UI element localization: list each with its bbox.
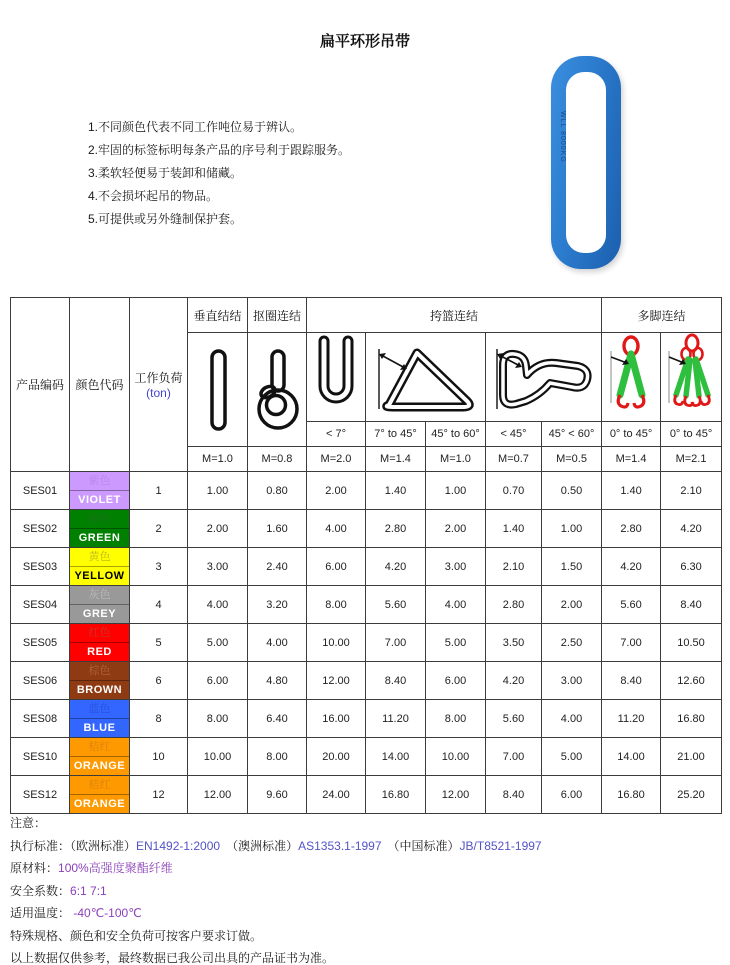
basket-vertical-icon: [307, 333, 366, 422]
load-value-cell: 21.00: [661, 738, 722, 776]
load-value-cell: 4.80: [248, 662, 307, 700]
sling-strap: [551, 56, 621, 269]
working-load-cell: 10: [130, 738, 188, 776]
working-load-cell: 1: [130, 472, 188, 510]
load-value-cell: 0.70: [486, 472, 542, 510]
product-photo-endless-sling: [551, 56, 621, 269]
standard-au: AS1353.1-1997: [298, 838, 382, 853]
angle-header: 45° to 60°: [426, 422, 486, 447]
angle-header: < 7°: [307, 422, 366, 447]
color-code-cell: [70, 548, 130, 586]
load-value-cell: 4.00: [542, 700, 602, 738]
load-value-cell: 5.60: [486, 700, 542, 738]
load-value-cell: 6.00: [307, 548, 366, 586]
four-leg-sling-icon: [661, 333, 722, 422]
product-code-cell: SES03: [11, 548, 70, 586]
load-value-cell: 25.20: [661, 776, 722, 814]
load-value-cell: 1.00: [188, 472, 248, 510]
load-value-cell: 1.00: [426, 472, 486, 510]
table-row: [11, 472, 722, 510]
color-name-en: BROWN: [76, 684, 123, 696]
mode-factor: M=1.4: [602, 447, 661, 472]
color-name-en: BLUE: [83, 722, 116, 734]
working-load-cell: 6: [130, 662, 188, 700]
table-row: [11, 510, 722, 548]
load-value-cell: 4.20: [602, 548, 661, 586]
sling-inner-gap: [566, 72, 606, 253]
load-value-cell: 3.00: [426, 548, 486, 586]
mode-factor: M=2.1: [661, 447, 722, 472]
temperature-label: 适用温度：: [10, 906, 71, 920]
load-value-cell: 5.00: [426, 624, 486, 662]
standard-cn: JB/T8521-1997: [459, 838, 542, 853]
product-code-cell: SES12: [11, 776, 70, 814]
color-code-cell: [70, 700, 130, 738]
color-name-en: VIOLET: [78, 494, 121, 506]
standards-mid2: （中国标准）: [381, 838, 460, 853]
note-disclaimer: 以上数据仅供参考，最终数据已我公司出具的产品证书为准。: [10, 951, 335, 965]
color-code-cell: [70, 510, 130, 548]
table-body: [11, 472, 722, 814]
mode-factor: M=0.7: [486, 447, 542, 472]
safety-value: 6:1 7:1: [70, 883, 107, 898]
load-value-cell: 8.00: [188, 700, 248, 738]
working-load-cell: 12: [130, 776, 188, 814]
product-code-cell: SES06: [11, 662, 70, 700]
header-multi-leg: 多脚连结: [602, 298, 722, 333]
load-value-cell: 1.60: [248, 510, 307, 548]
load-value-cell: 12.60: [661, 662, 722, 700]
load-value-cell: 9.60: [248, 776, 307, 814]
load-value-cell: 12.00: [307, 662, 366, 700]
load-value-cell: 6.40: [248, 700, 307, 738]
page-title: 扁平环形吊带: [319, 33, 410, 50]
working-load-label: 工作负荷: [134, 371, 183, 385]
note-attention: 注意：: [10, 816, 47, 830]
angle-header: 7° to 45°: [366, 422, 426, 447]
load-value-cell: 4.00: [188, 586, 248, 624]
color-name-cn: 蓝色: [88, 703, 111, 715]
load-value-cell: 1.40: [366, 472, 426, 510]
load-value-cell: 8.00: [307, 586, 366, 624]
load-value-cell: 2.80: [602, 510, 661, 548]
feature-item: 2.牢固的标签标明每条产品的序号利于跟踪服务。: [88, 143, 351, 157]
product-code-cell: SES05: [11, 624, 70, 662]
load-value-cell: 4.20: [486, 662, 542, 700]
angle-header: 0° to 45°: [602, 422, 661, 447]
table-row: [11, 700, 722, 738]
note-standards: [10, 835, 542, 858]
basket-triangle-icon: [366, 333, 486, 422]
working-load-cell: 2: [130, 510, 188, 548]
note-material: [10, 857, 542, 880]
mode-factor: M=0.8: [248, 447, 307, 472]
table-row: [11, 548, 722, 586]
load-value-cell: 8.00: [248, 738, 307, 776]
color-name-cn: 桔红: [88, 741, 111, 753]
load-value-cell: 8.40: [366, 662, 426, 700]
feature-item: 4.不会损坏起吊的物品。: [88, 189, 219, 203]
load-value-cell: 16.00: [307, 700, 366, 738]
color-name-cn: 黄色: [88, 551, 111, 563]
table-row: [11, 662, 722, 700]
basket-angled-icon: [486, 333, 602, 422]
load-value-cell: 2.00: [307, 472, 366, 510]
color-name-cn: 紫色: [88, 475, 111, 487]
load-value-cell: 2.00: [542, 586, 602, 624]
angle-header: < 45°: [486, 422, 542, 447]
load-value-cell: 3.00: [542, 662, 602, 700]
working-load-cell: 4: [130, 586, 188, 624]
feature-item: 5.可提供或另外缝制保护套。: [88, 212, 243, 226]
load-value-cell: 16.80: [661, 700, 722, 738]
note-safety-factor: [10, 880, 542, 903]
product-code-cell: SES08: [11, 700, 70, 738]
header-working-load: [130, 298, 188, 472]
load-value-cell: 20.00: [307, 738, 366, 776]
standards-mid1: （澳洲标准）: [220, 838, 299, 853]
color-code-cell: [70, 776, 130, 814]
load-value-cell: 7.00: [602, 624, 661, 662]
color-code-cell: [70, 662, 130, 700]
mode-factor: M=1.0: [426, 447, 486, 472]
product-code-cell: SES10: [11, 738, 70, 776]
header-basket-hitch: 挎篮连结: [307, 298, 602, 333]
safety-label: 安全系数：: [10, 883, 71, 898]
load-value-cell: 3.50: [486, 624, 542, 662]
header-vertical-hitch: 垂直结结: [188, 298, 248, 333]
feature-list: [88, 116, 350, 231]
load-value-cell: 5.60: [366, 586, 426, 624]
load-value-cell: 4.20: [366, 548, 426, 586]
temperature-value: -40℃-100℃: [70, 906, 142, 920]
load-value-cell: 2.10: [661, 472, 722, 510]
material-label: 原材料：: [10, 861, 59, 875]
load-capacity-table: [10, 297, 722, 814]
color-name-en: GREEN: [78, 532, 121, 544]
load-value-cell: 7.00: [366, 624, 426, 662]
angle-header: 0° to 45°: [661, 422, 722, 447]
load-value-cell: 6.30: [661, 548, 722, 586]
load-value-cell: 0.80: [248, 472, 307, 510]
vertical-hitch-icon: [188, 333, 248, 447]
load-value-cell: 12.00: [188, 776, 248, 814]
two-leg-sling-icon: [602, 333, 661, 422]
color-code-cell: [70, 738, 130, 776]
load-value-cell: 2.00: [426, 510, 486, 548]
product-code-cell: SES04: [11, 586, 70, 624]
note-temperature: [10, 902, 542, 925]
load-value-cell: 12.00: [426, 776, 486, 814]
product-code-cell: SES02: [11, 510, 70, 548]
color-name-cn: 灰色: [88, 589, 111, 601]
working-load-cell: 5: [130, 624, 188, 662]
load-value-cell: 16.80: [366, 776, 426, 814]
load-value-cell: 7.00: [486, 738, 542, 776]
load-value-cell: 10.00: [426, 738, 486, 776]
color-code-cell: [70, 586, 130, 624]
load-value-cell: 11.20: [366, 700, 426, 738]
working-load-unit: (ton): [146, 386, 171, 400]
color-name-en: ORANGE: [73, 798, 126, 810]
table-row: [11, 586, 722, 624]
load-value-cell: 14.00: [602, 738, 661, 776]
load-value-cell: 1.00: [542, 510, 602, 548]
header-color-code: 颜色代码: [70, 298, 130, 472]
load-value-cell: 5.00: [188, 624, 248, 662]
load-value-cell: 8.40: [661, 586, 722, 624]
feature-item: 3.柔软轻便易于装卸和储藏。: [88, 166, 243, 180]
table-header-rows: [11, 298, 722, 472]
color-name-cn: 红色: [88, 627, 111, 639]
feature-item: 1.不同颜色代表不同工作吨位易于辨认。: [88, 120, 303, 134]
header-product-code: 产品编码: [11, 298, 70, 472]
load-value-cell: 4.00: [307, 510, 366, 548]
color-name-cn: 桔红: [88, 779, 111, 791]
note-custom-order: 特殊规格、颜色和安全负荷可按客户要求订做。: [10, 928, 263, 943]
mode-factor: M=1.4: [366, 447, 426, 472]
product-code-cell: SES01: [11, 472, 70, 510]
color-code-cell: [70, 472, 130, 510]
load-value-cell: 1.50: [542, 548, 602, 586]
load-value-cell: 10.00: [307, 624, 366, 662]
load-value-cell: 2.50: [542, 624, 602, 662]
load-value-cell: 4.00: [248, 624, 307, 662]
load-value-cell: 8.00: [426, 700, 486, 738]
load-value-cell: 24.00: [307, 776, 366, 814]
load-value-cell: 10.00: [188, 738, 248, 776]
load-value-cell: 4.20: [661, 510, 722, 548]
working-load-cell: 3: [130, 548, 188, 586]
color-name-en: RED: [87, 646, 112, 658]
load-value-cell: 11.20: [602, 700, 661, 738]
table-row: [11, 738, 722, 776]
load-value-cell: 3.20: [248, 586, 307, 624]
load-value-cell: 6.00: [188, 662, 248, 700]
mode-factor: M=2.0: [307, 447, 366, 472]
working-load-cell: 8: [130, 700, 188, 738]
color-code-cell: [70, 624, 130, 662]
color-name-en: YELLOW: [74, 570, 125, 582]
load-value-cell: 16.80: [602, 776, 661, 814]
load-value-cell: 4.00: [426, 586, 486, 624]
load-value-cell: 0.50: [542, 472, 602, 510]
load-value-cell: 14.00: [366, 738, 426, 776]
standard-eu: EN1492-1:2000: [136, 838, 221, 853]
sling-strap-text: WLL 8000KG: [559, 111, 566, 163]
load-value-cell: 2.80: [486, 586, 542, 624]
load-value-cell: 2.00: [188, 510, 248, 548]
load-value-cell: 2.80: [366, 510, 426, 548]
load-value-cell: 3.00: [188, 548, 248, 586]
load-value-cell: 1.40: [602, 472, 661, 510]
color-name-en: ORANGE: [73, 760, 126, 772]
load-value-cell: 2.40: [248, 548, 307, 586]
load-value-cell: 1.40: [486, 510, 542, 548]
angle-header: 45° < 60°: [542, 422, 602, 447]
table-row: [11, 624, 722, 662]
color-name-cn: 绿色: [88, 513, 111, 525]
load-value-cell: 6.00: [542, 776, 602, 814]
load-value-cell: 6.00: [426, 662, 486, 700]
mode-factor: M=1.0: [188, 447, 248, 472]
load-value-cell: 5.00: [542, 738, 602, 776]
notes-section: [10, 812, 542, 965]
load-value-cell: 5.60: [602, 586, 661, 624]
mode-factor: M=0.5: [542, 447, 602, 472]
load-value-cell: 2.10: [486, 548, 542, 586]
material-value: 100%高强度聚酯纤维: [58, 861, 173, 875]
load-value-cell: 8.40: [602, 662, 661, 700]
load-value-cell: 8.40: [486, 776, 542, 814]
choke-hitch-icon: [248, 333, 307, 447]
color-name-cn: 棕色: [88, 665, 111, 677]
header-choke-hitch: 抠圈连结: [248, 298, 307, 333]
standards-label: 执行标准：（欧洲标准）: [10, 838, 137, 853]
table-row: [11, 776, 722, 814]
color-name-en: GREY: [82, 608, 117, 620]
load-value-cell: 10.50: [661, 624, 722, 662]
